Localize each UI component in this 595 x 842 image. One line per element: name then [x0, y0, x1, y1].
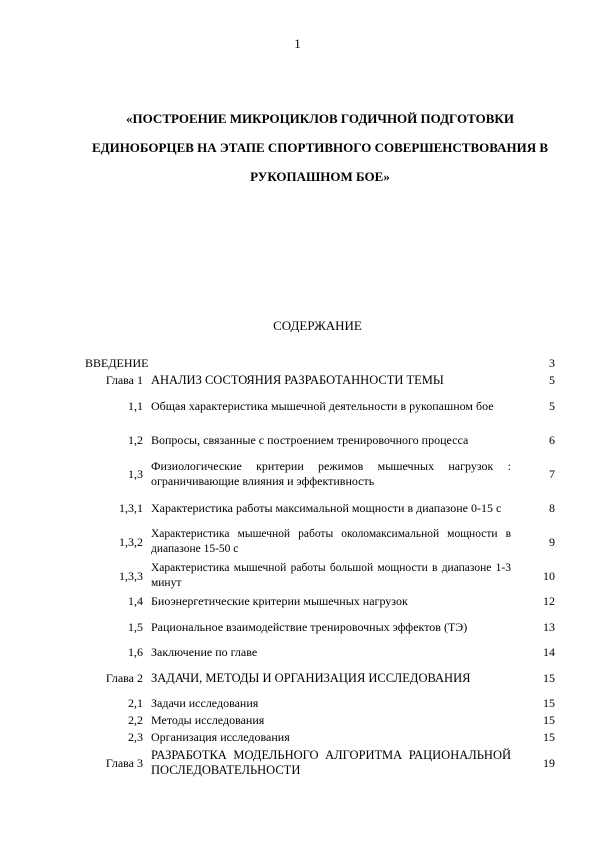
toc-entry-text: Физиологические критерии режимов мышечных нагрузок : ограничивающие влияния и эффективность	[151, 459, 511, 488]
toc-entry-number: 1,4	[128, 594, 143, 608]
toc-entry-number: 1,1	[128, 398, 143, 413]
toc-entry-text: Методы исследования	[151, 713, 265, 727]
page-number: 1	[294, 36, 301, 51]
toc-entry-page: 3	[549, 356, 555, 370]
toc-entry-text: Характеристика мышечной работы большой мощности в диапазоне 1-3 минут	[151, 562, 511, 589]
toc-row-1-3-3	[85, 559, 555, 593]
toc-entry-page: 8	[549, 500, 555, 515]
toc-entry-number: 1,5	[128, 619, 143, 634]
title-line: РУКОПАШНОМ БОЕ»	[250, 169, 390, 184]
toc-entry-page: 6	[549, 432, 555, 447]
toc-entry-page: 15	[543, 730, 555, 744]
toc-entry-number: 1,3,2	[119, 534, 143, 549]
toc-entry-page: 15	[543, 713, 555, 727]
toc-entry-text: Характеристика мышечной работы околомаксимальной мощности в диапазоне 15-50 с	[151, 528, 511, 555]
toc-row-1-6	[85, 644, 555, 661]
toc-row-chapter-3	[85, 746, 555, 780]
toc-entry-number: 1,6	[128, 645, 143, 659]
toc-row-1-4	[85, 593, 555, 610]
toc-row-introduction	[85, 355, 555, 372]
toc-entry-page: 19	[543, 755, 555, 770]
toc-entry-page: 5	[549, 373, 555, 387]
toc-entry-text: ВВЕДЕНИЕ	[85, 356, 149, 370]
toc-entry-page: 14	[543, 645, 555, 659]
toc-entry-number: 2,3	[128, 730, 143, 744]
toc-entry-page: 5	[549, 398, 555, 413]
toc-row-1-3-1	[85, 491, 555, 525]
toc-entry-number: 1,3,3	[119, 568, 143, 583]
toc-row-2-1	[85, 695, 555, 712]
toc-row-chapter-1	[85, 372, 555, 389]
toc-row-1-3-2	[85, 525, 555, 559]
document-title	[60, 104, 580, 191]
toc-row-1-1	[85, 389, 555, 423]
table-of-contents	[85, 355, 555, 780]
toc-entry-page: 12	[543, 594, 555, 608]
toc-entry-text: Задачи исследования	[151, 696, 259, 710]
toc-entry-page: 13	[543, 619, 555, 634]
toc-entry-number: 1,3,1	[119, 500, 143, 515]
toc-entry-number: 2,2	[128, 713, 143, 727]
toc-entry-text: РАЗРАБОТКА МОДЕЛЬНОГО АЛГОРИТМА РАЦИОНАЛЬНОЙ ПОСЛЕДОВАТЕЛЬНОСТИ	[151, 748, 511, 777]
toc-entry-number: 2,1	[128, 696, 143, 710]
toc-entry-text: Общая характеристика мышечной деятельности в рукопашном бое	[151, 398, 494, 413]
toc-entry-number: Глава 2	[105, 670, 143, 685]
toc-entry-text: Заключение по главе	[151, 645, 258, 659]
toc-entry-number: Глава 1	[105, 373, 143, 387]
toc-row-1-2	[85, 423, 555, 457]
toc-entry-text: АНАЛИЗ СОСТОЯНИЯ РАЗРАБОТАННОСТИ ТЕМЫ	[151, 373, 444, 387]
toc-entry-page: 7	[549, 466, 555, 481]
toc-entry-page: 9	[549, 534, 555, 549]
toc-entry-text: Организация исследования	[151, 730, 290, 744]
toc-entry-number: Глава 3	[105, 755, 143, 770]
toc-entry-text: Вопросы, связанные с построением тренировочного процесса	[151, 432, 469, 447]
toc-entry-number: 1,3	[128, 466, 143, 481]
toc-entry-text: ЗАДАЧИ, МЕТОДЫ И ОРГАНИЗАЦИЯ ИССЛЕДОВАНИЯ	[151, 670, 471, 685]
toc-entry-text: Характеристика работы максимальной мощности в диапазоне 0-15 с	[151, 500, 502, 515]
toc-entry-text: Рациональное взаимодействие тренировочных эффектов (ТЭ)	[151, 619, 468, 634]
title-line: ЕДИНОБОРЦЕВ НА ЭТАПЕ СПОРТИВНОГО СОВЕРШЕНСТВОВАНИЯ В	[91, 140, 549, 155]
toc-heading: СОДЕРЖАНИЕ	[273, 318, 362, 333]
toc-entry-number: 1,2	[128, 432, 143, 447]
toc-entry-page: 15	[543, 670, 555, 685]
toc-row-chapter-2	[85, 661, 555, 695]
toc-row-2-3	[85, 729, 555, 746]
toc-row-1-3	[85, 457, 555, 491]
title-line: «ПОСТРОЕНИЕ МИКРОЦИКЛОВ ГОДИЧНОЙ ПОДГОТОВКИ	[126, 111, 514, 126]
toc-row-1-5	[85, 610, 555, 644]
toc-entry-page: 15	[543, 696, 555, 710]
toc-entry-text: Биоэнергетические критерии мышечных нагрузок	[151, 594, 408, 608]
toc-entry-page: 10	[543, 568, 555, 583]
toc-row-2-2	[85, 712, 555, 729]
